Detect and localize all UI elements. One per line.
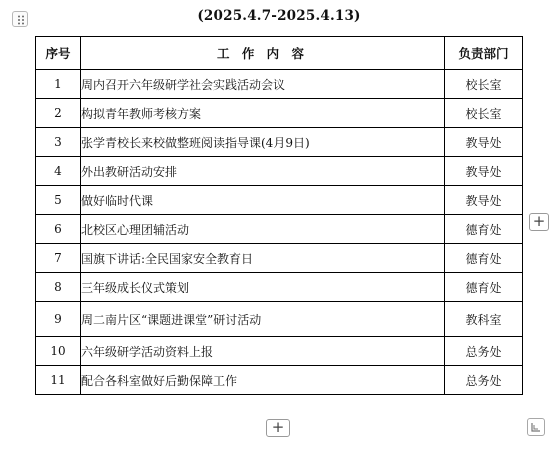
table-row — [36, 128, 523, 157]
row-num[interactable]: 3 — [36, 128, 81, 157]
row-num[interactable]: 5 — [36, 186, 81, 215]
table-row — [36, 366, 523, 395]
row-num[interactable]: 11 — [36, 366, 81, 395]
table-row — [36, 244, 523, 273]
header-dept: 负责部门 — [445, 37, 523, 70]
add-column-button[interactable]: + — [529, 213, 549, 231]
table-row — [36, 99, 523, 128]
row-num[interactable]: 2 — [36, 99, 81, 128]
table-row — [36, 70, 523, 99]
row-num[interactable]: 7 — [36, 244, 81, 273]
document-title: (2025.4.7-2025.4.13) — [197, 8, 361, 24]
table-row — [36, 273, 523, 302]
row-num[interactable]: 8 — [36, 273, 81, 302]
row-content[interactable]: 外出教研活动安排 — [81, 157, 445, 186]
row-num[interactable]: 1 — [36, 70, 81, 99]
row-num[interactable]: 9 — [36, 302, 81, 337]
row-content[interactable]: 周内召开六年级研学社会实践活动会议 — [81, 70, 445, 99]
schedule-table — [35, 36, 523, 395]
row-num[interactable]: 10 — [36, 337, 81, 366]
row-content[interactable]: 六年级研学活动资料上报 — [81, 337, 445, 366]
table-row — [36, 157, 523, 186]
row-dept[interactable]: 校长室 — [445, 70, 523, 99]
row-dept[interactable]: 教科室 — [445, 302, 523, 337]
table-row — [36, 302, 523, 337]
row-content[interactable]: 三年级成长仪式策划 — [81, 273, 445, 302]
header-num: 序号 — [36, 37, 81, 70]
row-dept[interactable]: 总务处 — [445, 366, 523, 395]
table-row — [36, 215, 523, 244]
row-content[interactable]: 做好临时代课 — [81, 186, 445, 215]
header-content: 工 作 内 容 — [81, 37, 445, 70]
table-header-row — [36, 37, 523, 70]
row-content[interactable]: 配合各科室做好后勤保障工作 — [81, 366, 445, 395]
row-dept[interactable]: 德育处 — [445, 273, 523, 302]
table-resize-handle[interactable] — [527, 418, 545, 436]
row-content[interactable]: 张学青校长来校做整班阅读指导课(4月9日) — [81, 128, 445, 157]
table-row — [36, 186, 523, 215]
resize-corner-icon — [531, 422, 541, 432]
add-row-button[interactable]: + — [266, 419, 290, 437]
row-content[interactable]: 周二南片区“课题进课堂”研讨活动 — [81, 302, 445, 337]
row-dept[interactable]: 教导处 — [445, 128, 523, 157]
row-content[interactable]: 北校区心理团辅活动 — [81, 215, 445, 244]
row-content[interactable]: 构拟青年教师考核方案 — [81, 99, 445, 128]
row-content[interactable]: 国旗下讲话:全民国家安全教育日 — [81, 244, 445, 273]
table-row — [36, 337, 523, 366]
row-num[interactable]: 4 — [36, 157, 81, 186]
row-dept[interactable]: 教导处 — [445, 186, 523, 215]
row-dept[interactable]: 校长室 — [445, 99, 523, 128]
row-num[interactable]: 6 — [36, 215, 81, 244]
row-dept[interactable]: 德育处 — [445, 215, 523, 244]
row-dept[interactable]: 总务处 — [445, 337, 523, 366]
row-dept[interactable]: 教导处 — [445, 157, 523, 186]
row-dept[interactable]: 德育处 — [445, 244, 523, 273]
